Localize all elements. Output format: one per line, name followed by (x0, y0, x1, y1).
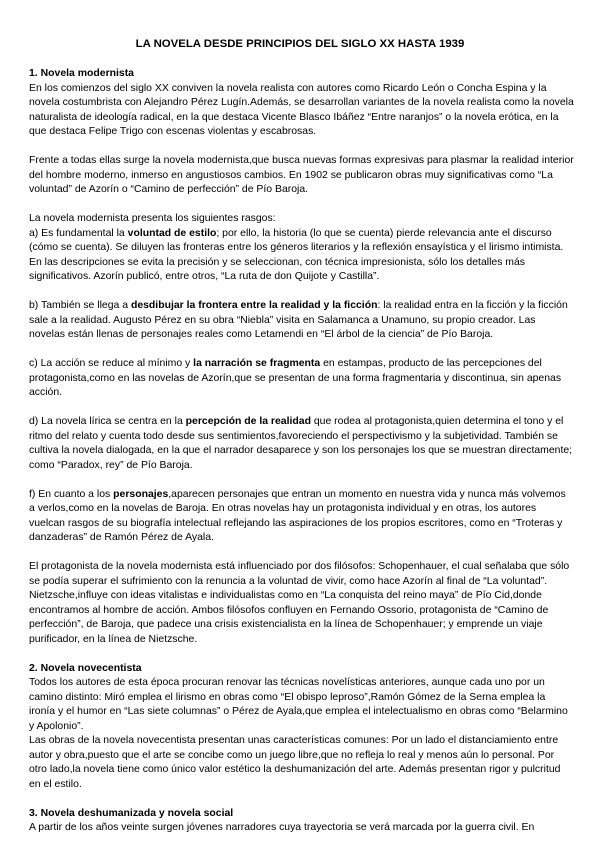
paragraph-rasgo-b (29, 299, 574, 343)
paragraph-deshumanizada-intro: A partir de los años veinte surgen jóvenes narradores cuya trayectoria se verá marcada por la guerra civil. En (29, 822, 535, 833)
paragraph-rasgo-d (29, 415, 574, 473)
rasgo-f-keyword: personajes (113, 488, 169, 500)
section-heading-novela-novecentista: 2. Novela novecentista (29, 662, 142, 674)
paragraph-novecentista-autores: Todos los autores de esta época procuran renovar las técnicas novelísticas anteriores, aunque cada uno por un camino distinto: Miró emplea el lirismo en obras como “El obispo leproso”,Ramón Gómez de la Serna emplea la ironía y el humor en “Las siete columnas” o Pérez de Ayala,que emplea el intelectualismo en obras como “Belarmino y Apolonio”. (29, 677, 568, 732)
rasgo-a-keyword: voluntad de estilo (127, 227, 217, 239)
rasgo-b-text-start: b) También se llega a (29, 300, 131, 311)
rasgo-c-keyword: la narración se fragmenta (193, 358, 321, 369)
paragraph-rasgo-c (29, 357, 574, 401)
paragraph-filosofos: El protagonista de la novela modernista está influenciado por dos filósofos: Schopenhauer, el cual señalaba que sólo se podía superar el sufrimiento con la renuncia a la voluntad de vivir, como hace Azorín al final de “La voluntad”. Nietzsche,influye con ideas vitalistas e individualistas como en “La conquista del reino maya” de Pío Cid,donde encontramos al hombre de acción. Ambos filósofos confluyen en Fernando Ossorio, protagonista de “Camino de perfección”, de Baroja, que padece una crisis existencialista en la línea de Schopenhauer; y emprende un viaje purificador, en la línea de Nietzsche. (29, 561, 570, 645)
paragraph-intro: En los comienzos del siglo XX conviven la novela realista con autores como Ricardo León o Concha Espina y la novela costumbrista con Alejandro Pérez Lugín.Además, se desarrollan variantes de la novela realista como la novela naturalista de ideología radical, en la que destaca Vicente Blasco Ibáñez “Entre naranjos” o la novela erótica, en la que destaca Felipe Trigo con escenas violentas y escabrosas. (29, 82, 574, 137)
rasgo-d-text-end: que rodea al protagonista,quien determina el tono y el ritmo del relato y cuenta todo desde sus sentimientos,favoreciendo el perspectivismo y la subjetividad. También se cultiva la novela dialogada, en la que el narrador desaparece y son los personajes los que se muestran directamente; como “Paradox, rey” de Pío Baroja. (29, 416, 573, 471)
rasgo-b-text-end: : la realidad entra en la ficción y la ficción sale a la realidad. Augusto Pérez en su obra “Niebla” visita en Salamanca a Unamuno, su propio creador. Las novelas están llenas de personajes reales como Letamendi en “El árbol de la ciencia” de Pío Baroja. (29, 300, 568, 340)
paragraph-rasgos-intro: La novela modernista presenta los siguientes rasgos: (29, 213, 276, 224)
document-body (29, 67, 574, 836)
rasgo-a-text-end: ; por ello, la historia (lo que se cuenta) pierde relevancia ante el discurso (cómo se cuenta). Se diluyen las fronteras entre los géneros literarios y la reflexión ensayística y el lirismo intimista. En las descripciones se evita la precisión y se seleccionan, con técnica impresionista, sólo los detalles más significativos. Azorín publicó, entre otros, “La ruta de don Quijote y Castilla”. (29, 227, 564, 282)
rasgo-a-text-start: a) Es fundamental la (29, 227, 128, 239)
document-title: LA NOVELA DESDE PRINCIPIOS DEL SIGLO XX HASTA 1939 (135, 38, 465, 50)
paragraph-novela-modernista: Frente a todas ellas surge la novela modernista,que busca nuevas formas expresivas para plasmar la realidad interior del hombre moderno, inmerso en angustiosos cambios. En 1902 se publicaron obras muy significativas como “La voluntad” de Azorín o “Camino de perfección” de Pío Baroja. (29, 155, 574, 195)
rasgo-d-keyword: percepción de la realidad (185, 416, 311, 427)
rasgo-c-text-end: en estampas, producto de las percepciones del protagonista,como en las novelas de Azorín,que se presentan de una forma fragmentaria y discontinua, sin apenas acción. (29, 358, 562, 398)
rasgo-f-text-start: f) En cuanto a los (29, 488, 114, 500)
rasgo-d-text-start: d) La novela lírica se centra en la (29, 416, 186, 427)
paragraph-novecentista-caracteristicas: Las obras de la novela novecentista presentan unas características comunes: Por un lado el distanciamiento entre autor y obra,puesto que el arte se concibe como un juego libre,que no refleja lo real y menos aún lo personal. Por otro lado,la novela tiene como único valor estético la deshumanización del arte. Además presentan rigor y pulcritud en el estilo. (29, 735, 561, 790)
paragraph-rasgo-a (29, 227, 574, 285)
section-heading-novela-deshumanizada: 3. Novela deshumanizada y novela social (29, 807, 234, 819)
rasgo-b-keyword: desdibujar la frontera entre la realidad y la ficción (130, 300, 378, 311)
rasgo-c-text-start: c) La acción se reduce al mínimo y (29, 358, 194, 369)
section-heading-novela-modernista: 1. Novela modernista (29, 68, 134, 79)
paragraph-rasgo-f (29, 488, 574, 546)
rasgo-f-text-end: ,aparecen personajes que entran un momento en nuestra vida y nunca más volvemos a verlos,como en la novelas de Baroja. En otras novelas hay un protagonista individual y en otras, los autores vuelcan rasgos de su biografía intelectual reflejando las aspiraciones de los propios escritores, como en “Troteras y danzaderas” de Ramón Pérez de Ayala. (29, 488, 566, 543)
